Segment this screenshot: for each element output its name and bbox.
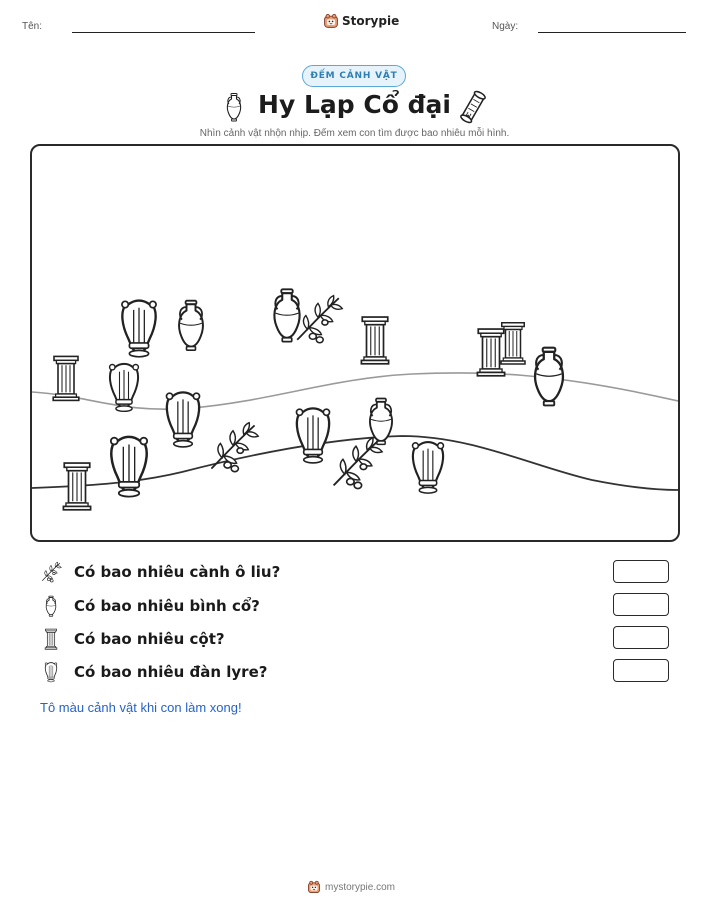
scroll-icon bbox=[460, 90, 486, 124]
question-text: Có bao nhiêu bình cổ? bbox=[74, 597, 260, 615]
olive-branch-icon bbox=[40, 561, 62, 583]
date-label: Ngày: bbox=[492, 21, 519, 32]
question-text: Có bao nhiêu đàn lyre? bbox=[74, 663, 268, 681]
lyre-icon bbox=[40, 661, 62, 683]
category-badge: ĐẾM CẢNH VẬT bbox=[302, 65, 406, 87]
brand-logo bbox=[323, 13, 399, 29]
answer-box-olive[interactable] bbox=[613, 560, 669, 583]
instructions: Nhìn cảnh vật nhộn nhịp. Đếm xem con tìm được bao nhiêu mỗi hình. bbox=[199, 128, 510, 139]
mascot-icon bbox=[323, 13, 339, 29]
answer-box-column[interactable] bbox=[613, 626, 669, 649]
date-field[interactable] bbox=[538, 32, 686, 33]
footer-url: mystorypie.com bbox=[325, 881, 396, 893]
scene-amphora-4 bbox=[535, 348, 563, 406]
scene-olive-branch-3 bbox=[334, 438, 383, 489]
answer-box-lyre[interactable] bbox=[613, 659, 669, 682]
scene-olive-branch-1 bbox=[297, 296, 342, 343]
scene-lyre-3 bbox=[166, 392, 199, 447]
question-column bbox=[40, 628, 225, 650]
coloring-note: Tô màu cảnh vật khi con làm xong! bbox=[40, 700, 242, 715]
scene-olive-branch-2 bbox=[211, 423, 258, 472]
question-amphora bbox=[40, 595, 260, 617]
question-text: Có bao nhiêu cột? bbox=[74, 630, 225, 648]
question-text: Có bao nhiêu cành ô liu? bbox=[74, 563, 281, 581]
scene-column-2 bbox=[361, 317, 388, 364]
column-icon bbox=[40, 628, 62, 650]
answer-box-amphora[interactable] bbox=[613, 593, 669, 616]
scene-lyre-4 bbox=[111, 437, 147, 497]
amphora-icon bbox=[40, 595, 62, 617]
scene-lyre-6 bbox=[413, 442, 444, 493]
counting-scene bbox=[30, 144, 680, 542]
brand-name: Storypie bbox=[342, 14, 400, 28]
scene-amphora-1 bbox=[179, 301, 203, 351]
page-title: Hy Lạp Cổ đại bbox=[258, 90, 451, 119]
question-lyre bbox=[40, 661, 267, 683]
name-label: Tên: bbox=[22, 21, 43, 32]
question-olive bbox=[40, 561, 280, 583]
scene-column-4 bbox=[501, 323, 525, 364]
mascot-icon bbox=[307, 880, 321, 894]
footer bbox=[307, 880, 395, 894]
name-field[interactable] bbox=[72, 32, 255, 33]
scene-lyre-1 bbox=[122, 301, 156, 357]
scene-column-3 bbox=[477, 329, 504, 376]
scene-lyre-5 bbox=[296, 408, 329, 463]
scene-column-1 bbox=[53, 356, 79, 400]
scene-amphora-2 bbox=[274, 289, 299, 341]
scene-illustration bbox=[32, 146, 678, 540]
